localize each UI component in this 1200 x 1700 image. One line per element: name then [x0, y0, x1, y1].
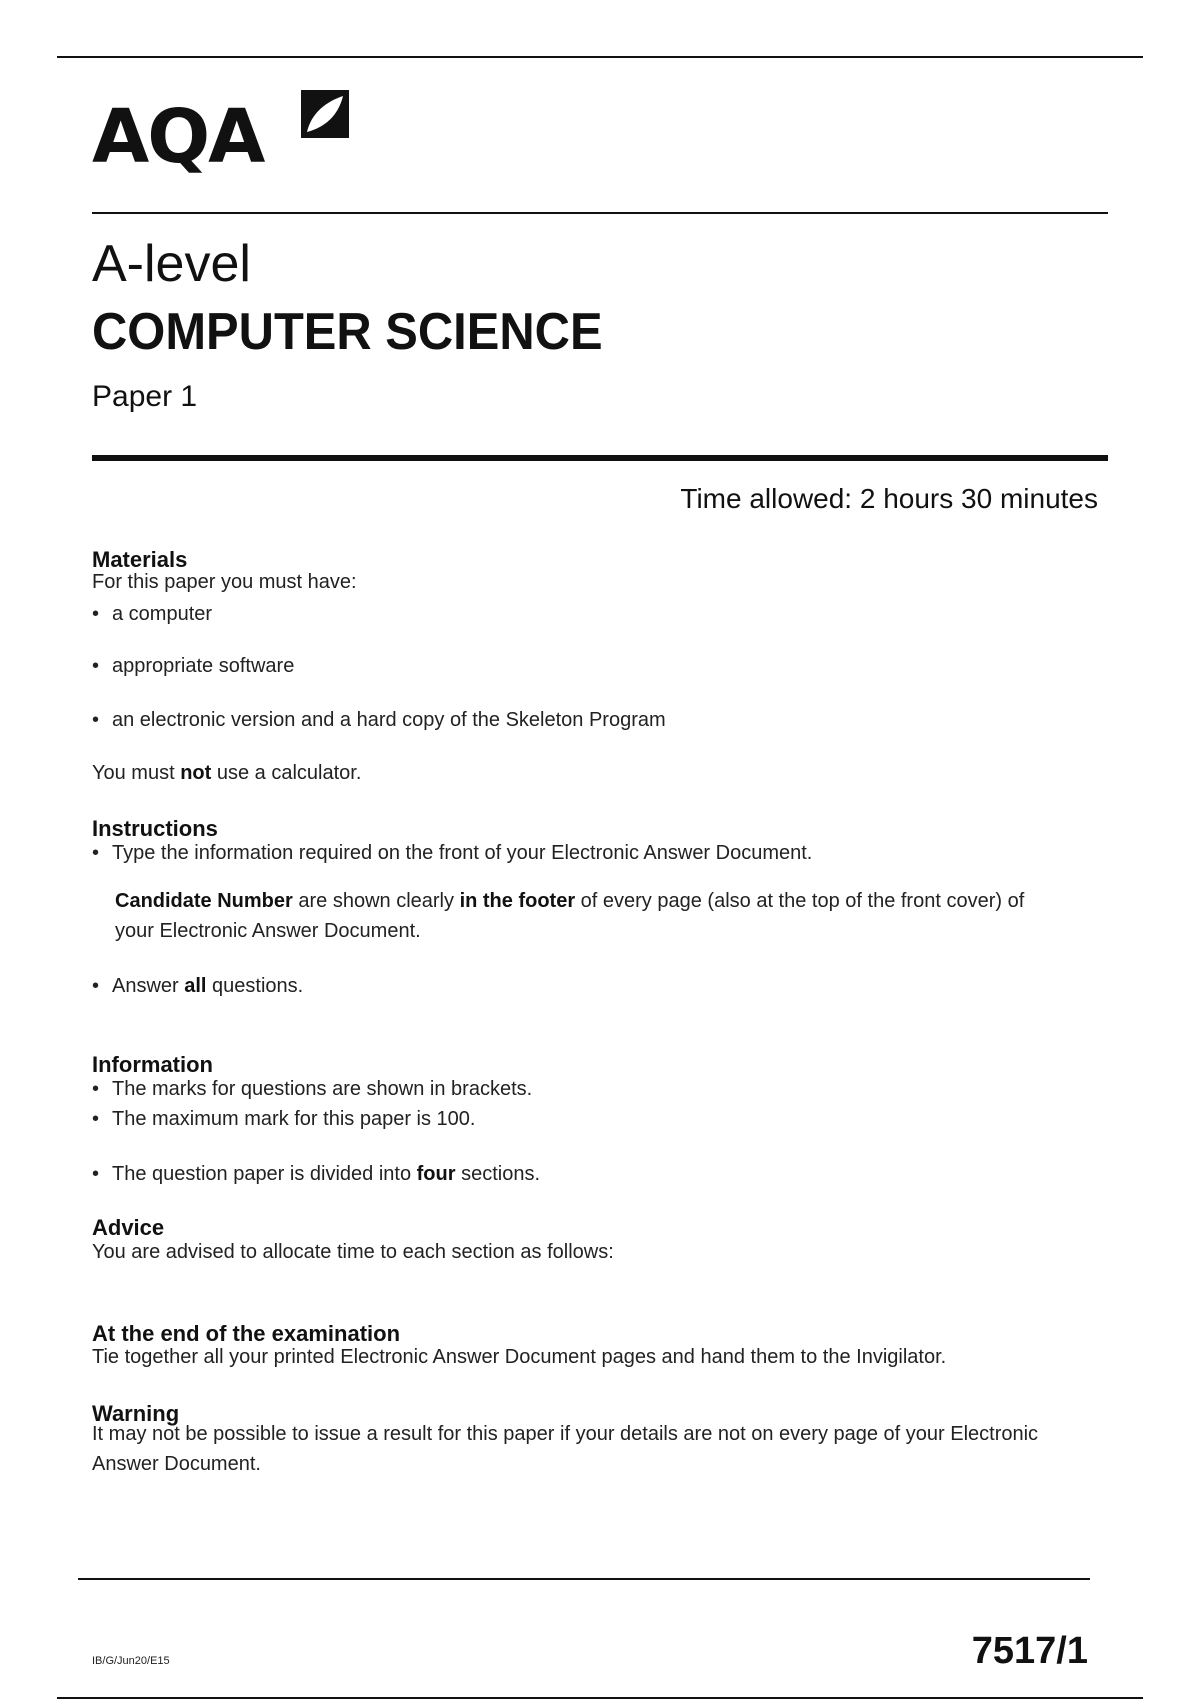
materials-item: • an electronic version and a hard copy of the Skeleton Program [92, 708, 666, 732]
note-bold-candidate: Candidate Number [115, 890, 293, 912]
sections-pre: The question paper is divided into [112, 1163, 417, 1185]
warning-heading: Warning [92, 1401, 180, 1426]
note-mid: are shown clearly [292, 890, 460, 912]
answer-bold: all [184, 975, 207, 997]
information-item: • The maximum mark for this paper is 100. [92, 1107, 475, 1131]
instructions-heading: Instructions [92, 816, 218, 841]
answer-post: questions. [206, 975, 304, 997]
aqa-logo [92, 86, 362, 186]
end-exam-text: Tie together all your printed Electronic Answer Document pages and hand them to the Invigilator. [92, 1346, 947, 1368]
candidate-number-note [115, 886, 1065, 946]
footer-rule [78, 1578, 1090, 1580]
logo-divider [92, 212, 1108, 214]
aqa-leaf-mark-icon [297, 86, 353, 142]
top-rule [57, 56, 1143, 58]
sections-bold: four [416, 1163, 456, 1185]
title-divider [92, 455, 1108, 461]
information-heading: Information [92, 1052, 213, 1077]
instructions-item: • Type the information required on the front of your Electronic Answer Document. [92, 841, 812, 865]
information-item: • The marks for questions are shown in brackets. [92, 1077, 532, 1101]
materials-item: • appropriate software [92, 654, 294, 678]
answer-pre: Answer [112, 975, 185, 997]
paper-label: Paper 1 [92, 380, 198, 413]
calculator-note [92, 761, 361, 785]
materials-item: • a computer [92, 602, 212, 626]
bottom-rule [57, 1697, 1143, 1699]
calc-note-post: use a calculator. [211, 762, 362, 784]
sections-post: sections. [455, 1163, 541, 1185]
end-exam-heading: At the end of the examination [92, 1321, 401, 1346]
calc-note-pre: You must [92, 762, 181, 784]
subject-title: COMPUTER SCIENCE [92, 303, 603, 361]
instructions-item [92, 974, 303, 998]
calc-note-bold: not [180, 762, 212, 784]
time-allowed: Time allowed: 2 hours 30 minutes [680, 483, 1098, 514]
qualification-level: A-level [92, 235, 251, 293]
paper-number: 7517/1 [971, 1630, 1088, 1672]
materials-intro: For this paper you must have: [92, 571, 357, 593]
information-item [92, 1162, 540, 1186]
materials-heading: Materials [92, 547, 188, 572]
footer-code: IB/G/Jun20/E15 [92, 1655, 170, 1667]
note-post: of every page (also at the top of the front cover) of your Electronic Answer Document. [115, 890, 1025, 942]
logo-text: AQA [92, 94, 264, 180]
advice-heading: Advice [92, 1215, 165, 1240]
note-bold-footer: in the footer [459, 890, 576, 912]
warning-text: It may not be possible to issue a result for this paper if your details are not on every page of your Electronic Answer Document. [92, 1423, 1039, 1475]
advice-text: You are advised to allocate time to each section as follows: [92, 1241, 614, 1263]
